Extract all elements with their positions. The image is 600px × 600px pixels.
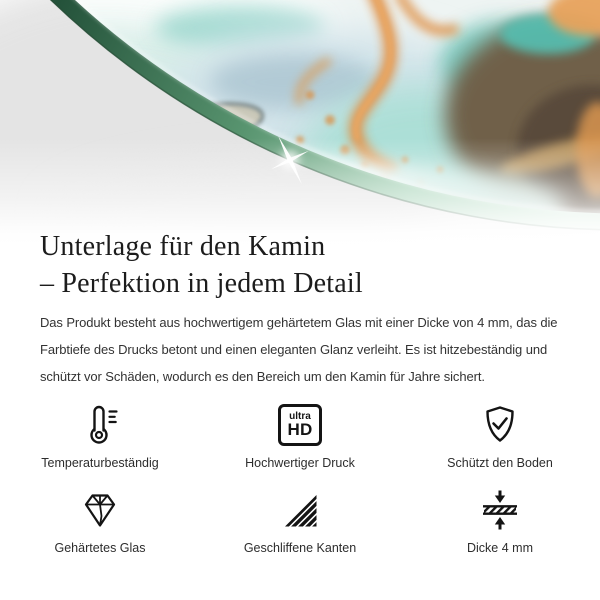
title-line-1: Unterlage für den Kamin — [40, 231, 326, 262]
feature-tempered-glass — [0, 487, 200, 556]
thermometer-icon — [77, 402, 123, 448]
feature-label: Hochwertiger Druck — [245, 456, 355, 470]
glass-panel-image — [0, 0, 600, 248]
description-line: schützt vor Schäden, wodurch es den Bereich um den Kamin für Jahre sichert. — [40, 369, 485, 384]
feature-protects-floor — [400, 402, 600, 471]
feature-label: Dicke 4 mm — [467, 541, 533, 555]
ultra-hd-badge-top: ultra — [289, 411, 311, 422]
description-line: Farbtiefe des Drucks betont und einen eleganten Glanz verleiht. Es ist hitzebeständig und — [40, 342, 548, 357]
feature-label: Schützt den Boden — [447, 456, 553, 470]
diamond-icon — [77, 487, 123, 533]
feature-label: Gehärtetes Glas — [54, 541, 146, 555]
feature-temperature-resistant — [0, 402, 200, 471]
title-line-2: – Perfektion in jedem Detail — [40, 268, 363, 299]
feature-label: Temperaturbeständig — [41, 456, 159, 470]
ultra-hd-icon — [277, 402, 323, 448]
feature-thickness — [400, 487, 600, 556]
feature-polished-edges — [200, 487, 400, 556]
product-image — [0, 0, 600, 248]
description-line: Das Produkt besteht aus hochwertigem gehärtetem Glas mit einer Dicke von 4 mm, das die — [40, 315, 558, 330]
polished-edges-icon — [277, 487, 323, 533]
page-title — [40, 228, 363, 302]
ultra-hd-badge-bottom: HD — [287, 420, 313, 439]
feature-grid — [0, 402, 600, 556]
shield-check-icon — [477, 402, 523, 448]
product-description — [40, 309, 557, 390]
feature-label: Geschliffene Kanten — [243, 541, 357, 555]
feature-high-quality-print — [200, 402, 400, 471]
thickness-icon — [477, 487, 523, 533]
